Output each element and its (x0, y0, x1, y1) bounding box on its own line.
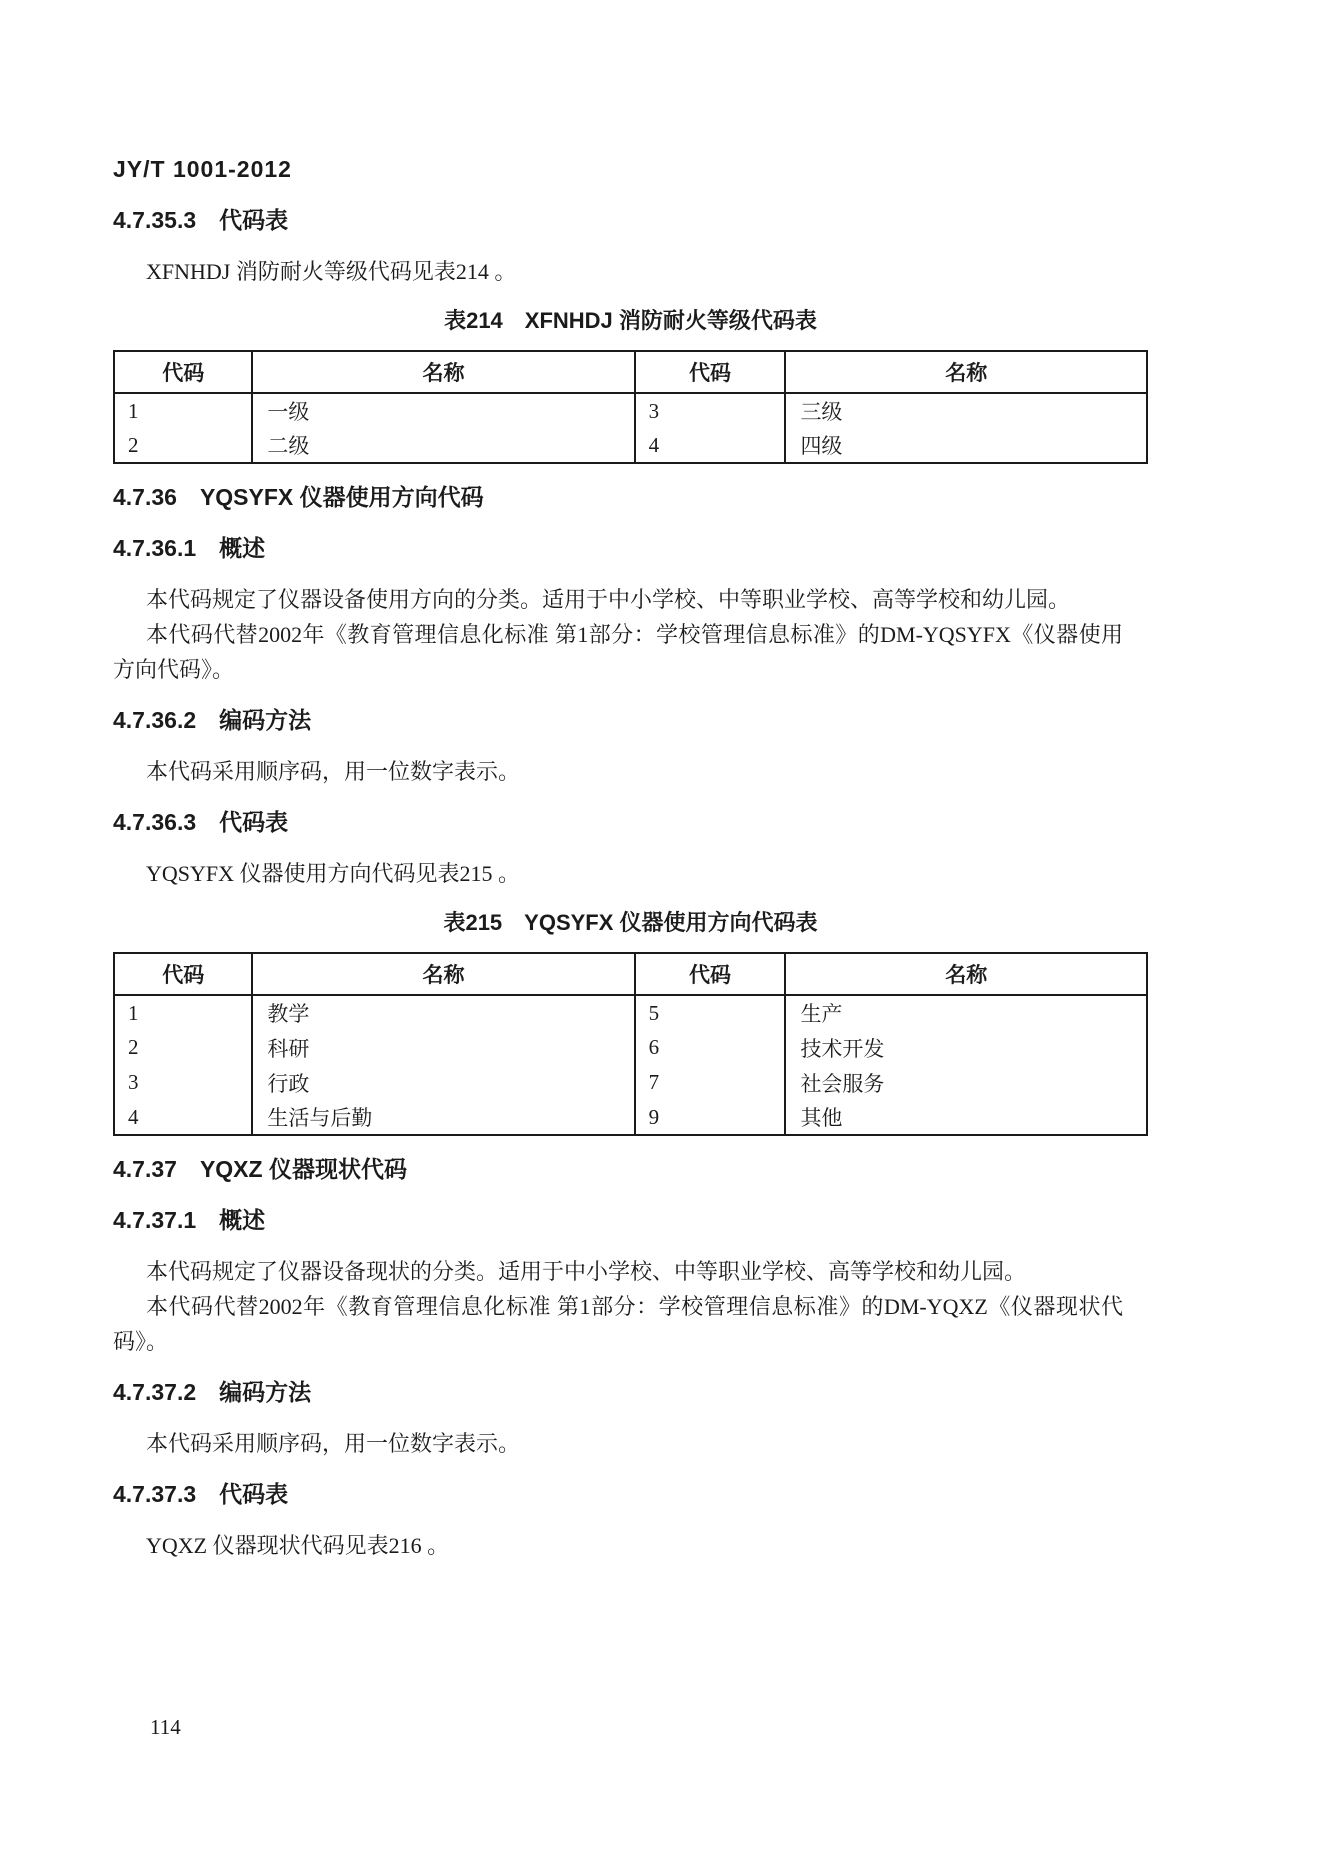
header-cell: 名称 (252, 953, 634, 995)
body-paragraph: 本代码规定了仪器设备现状的分类。适用于中小学校、中等职业学校、高等学校和幼儿园。 (146, 1259, 1027, 1284)
header-cell: 名称 (785, 351, 1147, 393)
section-heading-4-7-35-3: 4.7.35.3 代码表 (113, 207, 289, 233)
table-caption-215: 表215 YQSYFX 仪器使用方向代码表 (443, 910, 818, 935)
table-row (114, 995, 1147, 1030)
table-row (114, 393, 1147, 428)
header-cell: 代码 (635, 351, 786, 393)
table-header-row (114, 351, 1147, 393)
name-cell: 行政 (252, 1065, 634, 1100)
section-heading-4-7-37: 4.7.37 YQXZ 仪器现状代码 (113, 1156, 407, 1182)
section-heading-4-7-36-2: 4.7.36.2 编码方法 (113, 707, 312, 733)
code-cell: 4 (128, 1104, 139, 1129)
page-number: 114 (150, 1715, 181, 1739)
name-cell: 二级 (252, 428, 634, 463)
name-cell: 生活与后勤 (252, 1100, 634, 1135)
page-content (113, 152, 1153, 1563)
code-cell: 1 (128, 398, 139, 423)
code-cell: 5 (635, 995, 786, 1030)
code-cell: 4 (635, 428, 786, 463)
name-cell: 四级 (785, 428, 1147, 463)
code-cell: 2 (128, 432, 139, 457)
code-cell: 3 (635, 393, 786, 428)
body-paragraph: XFNHDJ 消防耐火等级代码见表214 。 (146, 259, 517, 284)
section-heading-4-7-36-3: 4.7.36.3 代码表 (113, 809, 289, 835)
table-row (114, 428, 1147, 463)
name-cell: 技术开发 (785, 1030, 1147, 1065)
code-cell: 7 (635, 1065, 786, 1100)
section-heading-4-7-37-3: 4.7.37.3 代码表 (113, 1481, 289, 1507)
header-cell: 代码 (114, 351, 252, 393)
table-caption-214: 表214 XFNHDJ 消防耐火等级代码表 (444, 308, 817, 333)
section-heading-4-7-36: 4.7.36 YQSYFX 仪器使用方向代码 (113, 484, 484, 510)
name-cell: 一级 (252, 393, 634, 428)
code-cell: 2 (128, 1035, 139, 1059)
doc-code: JY/T 1001-2012 (113, 156, 292, 182)
header-cell: 名称 (252, 351, 634, 393)
code-table-214 (113, 350, 1148, 464)
table-row (114, 1100, 1147, 1135)
name-cell: 科研 (252, 1030, 634, 1065)
code-cell: 1 (128, 1000, 139, 1025)
name-cell: 三级 (785, 393, 1147, 428)
body-paragraph: 本代码规定了仪器设备使用方向的分类。适用于中小学校、中等职业学校、高等学校和幼儿园。 (146, 587, 1071, 612)
header-cell: 代码 (635, 953, 786, 995)
code-cell: 3 (128, 1070, 139, 1094)
code-table-215 (113, 952, 1148, 1136)
body-paragraph: YQSYFX 仪器使用方向代码见表215 。 (146, 861, 521, 886)
name-cell: 其他 (785, 1100, 1147, 1135)
table-row (114, 1065, 1147, 1100)
table-row (114, 1030, 1147, 1065)
section-heading-4-7-36-1: 4.7.36.1 概述 (113, 535, 266, 561)
body-paragraph: 本代码代替2002年《教育管理信息化标准 第1部分：学校管理信息标准》的DM-YQXZ《仪器现状代码》。 (113, 1294, 1123, 1354)
name-cell: 教学 (252, 995, 634, 1030)
code-cell: 9 (635, 1100, 786, 1135)
section-heading-4-7-37-1: 4.7.37.1 概述 (113, 1207, 266, 1233)
name-cell: 生产 (785, 995, 1147, 1030)
code-cell: 6 (635, 1030, 786, 1065)
table-header-row (114, 953, 1147, 995)
body-paragraph: YQXZ 仪器现状代码见表216 。 (146, 1533, 450, 1558)
header-cell: 名称 (785, 953, 1147, 995)
body-paragraph: 本代码代替2002年《教育管理信息化标准 第1部分：学校管理信息标准》的DM-YQSYFX《仪器使用方向代码》。 (113, 622, 1123, 682)
body-paragraph: 本代码采用顺序码，用一位数字表示。 (146, 759, 521, 784)
header-cell: 代码 (114, 953, 252, 995)
name-cell: 社会服务 (785, 1065, 1147, 1100)
section-heading-4-7-37-2: 4.7.37.2 编码方法 (113, 1379, 312, 1405)
body-paragraph: 本代码采用顺序码，用一位数字表示。 (146, 1431, 521, 1456)
